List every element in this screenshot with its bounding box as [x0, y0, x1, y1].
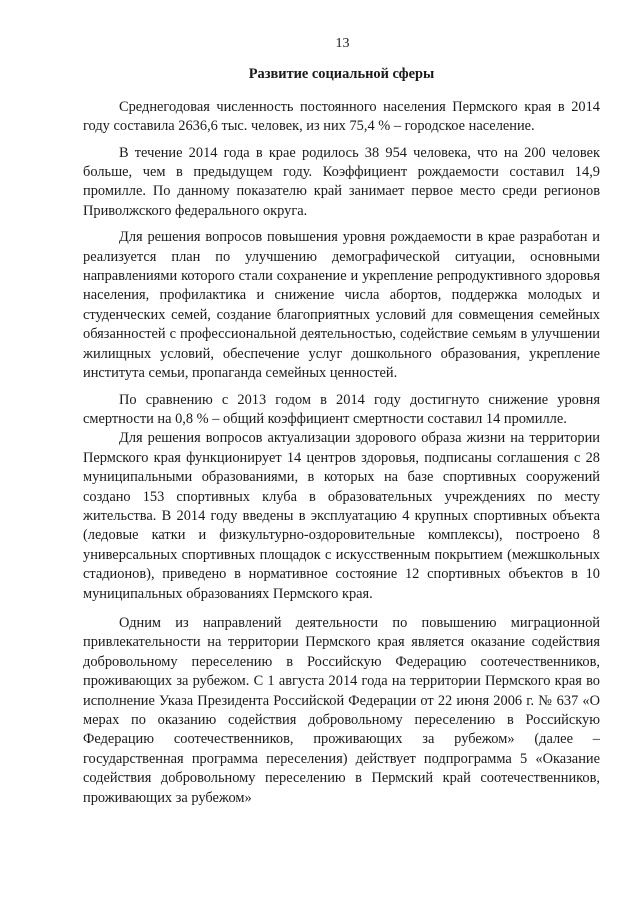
paragraph-birthrate-plan: Для решения вопросов повышения уровня рождаемости в крае разработан и реализуется план по улучшению демографической ситуации, основными направлениями которого стали сохранение и укрепление репродуктивного здоровья населения, профилактика и снижение числа абортов, поддержка молодых и студенческих семей, создание благоприятных условий для совмещения семейных обязанностей с профессиональной деятельностью, содействие семьям в улучшении жилищных условий, обеспечение услуг дошкольного образования, укрепление института семьи, пропаганда семейных ценностей. [83, 229, 600, 382]
paragraph-births: В течение 2014 года в крае родилось 38 954 человека, что на 200 человек больше, чем в предыдущем году. Коэффициент рождаемости составил 14,9 промилле. По данному показателю край занимает первое место среди регионов Приволжского федерального округа. [83, 144, 600, 219]
paragraph-mortality: По сравнению с 2013 годом в 2014 году достигнуто снижение уровня смертности на 0,8 % – общий коэффициент смертности составил 14 промилле. [83, 391, 600, 427]
paragraph-population: Среднегодовая численность постоянного населения Пермского края в 2014 году составила 2636,6 тыс. человек, из них 75,4 % – городское население. [83, 98, 600, 135]
section-title: Развитие социальной сферы [248, 66, 435, 83]
page-number: 13 [335, 36, 350, 51]
paragraph-healthy-lifestyle: Для решения вопросов актуализации здорового образа жизни на территории Пермского края функционирует 14 центров здоровья, подписаны соглашения с 28 муниципальными образованиями, в которых на базе спортивных сооружений создано 153 спортивных клуба в образовательных учреждениях по месту жительства. В 2014 году введены в эксплуатацию 4 крупных спортивных объекта (ледовые катки и физкультурно-оздоровительные комплексы), построено 8 универсальных спортивных площадок с искусственным покрытием (межшкольных стадионов), приведено в нормативное состояние 12 спортивных объектов в 10 муниципальных образованиях Пермского края. [83, 430, 600, 602]
paragraph-migration: Одним из направлений деятельности по повышению миграционной привлекательности на территории Пермского края является оказание содействия добровольному переселению в Российскую Федерацию соотечественников, проживающих за рубежом. С 1 августа 2014 года на территории Пермского края во исполнение Указа Президента Российской Федерации от 22 июня 2006 г. № 637 «О мерах по оказанию содействия добровольному переселению в Российскую Федерацию соотечественников, проживающих за рубежом» (далее – государственная программа переселения) действует подпрограмма 5 «Оказание содействия добровольному переселению в Пермский край соотечественников, проживающих за рубежом» [83, 614, 600, 806]
